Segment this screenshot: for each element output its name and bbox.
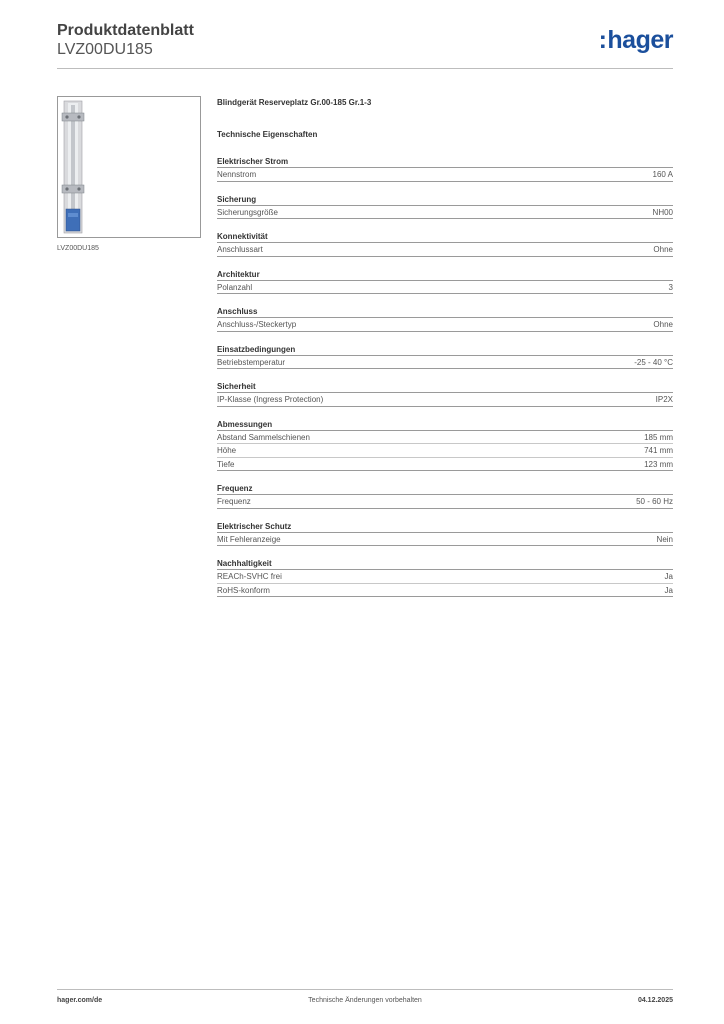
group-title: Sicherheit	[217, 381, 673, 393]
group-title: Sicherung	[217, 194, 673, 206]
property-label: Nennstrom	[217, 170, 257, 179]
property-value: 160 A	[652, 170, 673, 179]
footer-divider	[57, 989, 673, 990]
property-label: Anschlussart	[217, 245, 263, 254]
property-value: 50 - 60 Hz	[636, 497, 673, 506]
property-row	[217, 356, 673, 370]
property-value: 741 mm	[644, 446, 673, 455]
group-title: Einsatzbedingungen	[217, 344, 673, 356]
property-group	[217, 269, 673, 295]
logo-prefix: :	[598, 26, 607, 54]
logo-name: hager	[607, 26, 673, 54]
product-name: Blindgerät Reserveplatz Gr.00-185 Gr.1-3	[217, 98, 372, 107]
group-title: Elektrischer Strom	[217, 156, 673, 168]
property-value: 185 mm	[644, 432, 673, 442]
property-row	[217, 584, 673, 598]
property-group	[217, 306, 673, 332]
property-value: Ja	[664, 585, 673, 595]
product-code: LVZ00DU185	[57, 41, 153, 58]
property-group	[217, 483, 673, 509]
header-divider	[57, 68, 673, 69]
property-row	[217, 444, 673, 458]
property-value: -25 - 40 °C	[634, 357, 673, 367]
property-label: Betriebstemperatur	[217, 357, 286, 367]
property-label: Abstand Sammelschienen	[217, 432, 310, 442]
group-title: Abmessungen	[217, 419, 673, 431]
property-row	[217, 243, 673, 257]
property-row	[217, 393, 673, 407]
property-value: 123 mm	[644, 459, 673, 469]
group-title: Nachhaltigkeit	[217, 558, 673, 570]
property-row	[217, 206, 673, 220]
property-label: RoHS-konform	[217, 585, 270, 595]
property-group	[217, 344, 673, 370]
document-title: Produktdatenblatt	[57, 22, 194, 39]
property-row	[217, 281, 673, 295]
footer-website-link[interactable]: hager.com/de	[57, 997, 103, 1004]
property-group	[217, 419, 673, 472]
property-value: IP2X	[655, 395, 673, 404]
property-value: Ja	[664, 572, 673, 581]
group-title: Elektrischer Schutz	[217, 521, 673, 533]
property-row	[217, 168, 673, 182]
group-title: Architektur	[217, 269, 673, 281]
page-header	[57, 22, 673, 70]
property-row	[217, 318, 673, 332]
group-title: Frequenz	[217, 483, 673, 495]
property-group	[217, 194, 673, 220]
group-title: Anschluss	[217, 306, 673, 318]
property-label: Höhe	[217, 446, 237, 455]
footer-date: 04.12.2025	[637, 997, 673, 1004]
property-value: Ohne	[653, 320, 673, 329]
group-title: Konnektivität	[217, 231, 673, 243]
property-group	[217, 231, 673, 257]
property-label: Polanzahl	[217, 282, 253, 292]
image-caption: LVZ00DU185	[57, 245, 99, 252]
property-label: Anschluss-/Steckertyp	[217, 320, 297, 329]
property-row	[217, 458, 673, 472]
property-value: Ohne	[653, 245, 673, 254]
property-value: 3	[668, 282, 673, 292]
footer-notice: Technische Änderungen vorbehalten	[308, 997, 422, 1004]
property-value: Nein	[656, 534, 673, 544]
properties-heading: Technische Eigenschaften	[217, 130, 318, 139]
page-footer	[57, 997, 673, 1009]
property-label: REACh-SVHC frei	[217, 572, 282, 581]
product-photo-icon	[58, 97, 200, 237]
property-row	[217, 495, 673, 509]
property-row	[217, 570, 673, 584]
property-label: Mit Fehleranzeige	[217, 534, 281, 544]
property-group	[217, 521, 673, 547]
specification	[217, 97, 673, 609]
product-image	[57, 96, 201, 238]
property-group	[217, 558, 673, 597]
property-label: Sicherungsgröße	[217, 207, 278, 217]
property-row	[217, 431, 673, 445]
hager-logo	[599, 26, 673, 54]
property-group	[217, 156, 673, 182]
property-label: Tiefe	[217, 459, 235, 469]
property-value: NH00	[652, 207, 673, 217]
property-row	[217, 533, 673, 547]
property-label: IP-Klasse (Ingress Protection)	[217, 395, 324, 404]
property-label: Frequenz	[217, 497, 251, 506]
property-groups	[217, 156, 673, 597]
property-group	[217, 381, 673, 407]
